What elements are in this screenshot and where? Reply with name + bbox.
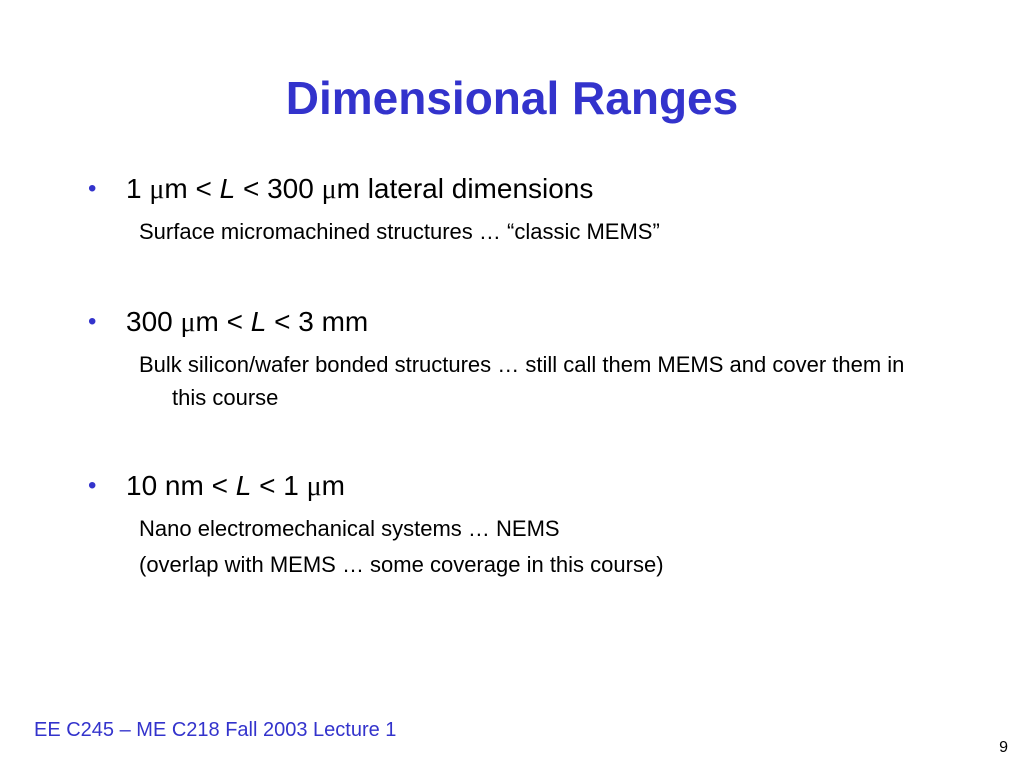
bullet-item-2 bbox=[88, 305, 948, 414]
sub-bullet-text: Nano electromechanical systems … NEMS bbox=[139, 516, 560, 541]
mu-symbol: μ bbox=[149, 174, 165, 205]
bullet-text-segment: 10 nm < bbox=[126, 470, 236, 501]
bullet-text-segment: m bbox=[321, 470, 345, 501]
bullet-text-segment: < 3 mm bbox=[266, 306, 369, 337]
sub-bullet-text: Surface micromachined structures … “classic MEMS” bbox=[139, 219, 660, 244]
bullet-text-segment: m < bbox=[195, 306, 251, 337]
bullet-item-1 bbox=[88, 172, 948, 248]
bullet-text-segment: < 300 bbox=[235, 173, 322, 204]
variable-l: L bbox=[219, 173, 236, 204]
mu-symbol: μ bbox=[321, 174, 337, 205]
sub-bullet-text: (overlap with MEMS … some coverage in this course) bbox=[139, 552, 664, 577]
bullet-text-segment: m < bbox=[164, 173, 220, 204]
bullet-item-3 bbox=[88, 469, 948, 581]
variable-l: L bbox=[235, 470, 252, 501]
bullet-text-segment: 300 bbox=[126, 306, 181, 337]
mu-symbol: μ bbox=[306, 471, 322, 502]
mu-symbol: μ bbox=[180, 307, 196, 338]
page-number: 9 bbox=[999, 739, 1008, 756]
bullet-marker: • bbox=[88, 175, 97, 202]
bullet-marker: • bbox=[88, 308, 97, 335]
bullet-text-segment: m lateral dimensions bbox=[336, 173, 594, 204]
bullet-line bbox=[88, 305, 948, 340]
sub-bullet-text: Bulk silicon/wafer bonded structures … still call them MEMS and cover them in this course bbox=[139, 352, 905, 410]
bullet-marker: • bbox=[88, 472, 97, 499]
bullet-text-segment: < 1 bbox=[251, 470, 307, 501]
footer-text: EE C245 – ME C218 Fall 2003 Lecture 1 bbox=[34, 719, 397, 741]
bullet-text-segment: 1 bbox=[126, 173, 150, 204]
slide-title: Dimensional Ranges bbox=[285, 72, 739, 124]
bullet-line bbox=[88, 172, 948, 207]
bullet-line bbox=[88, 469, 948, 504]
variable-l: L bbox=[250, 306, 267, 337]
